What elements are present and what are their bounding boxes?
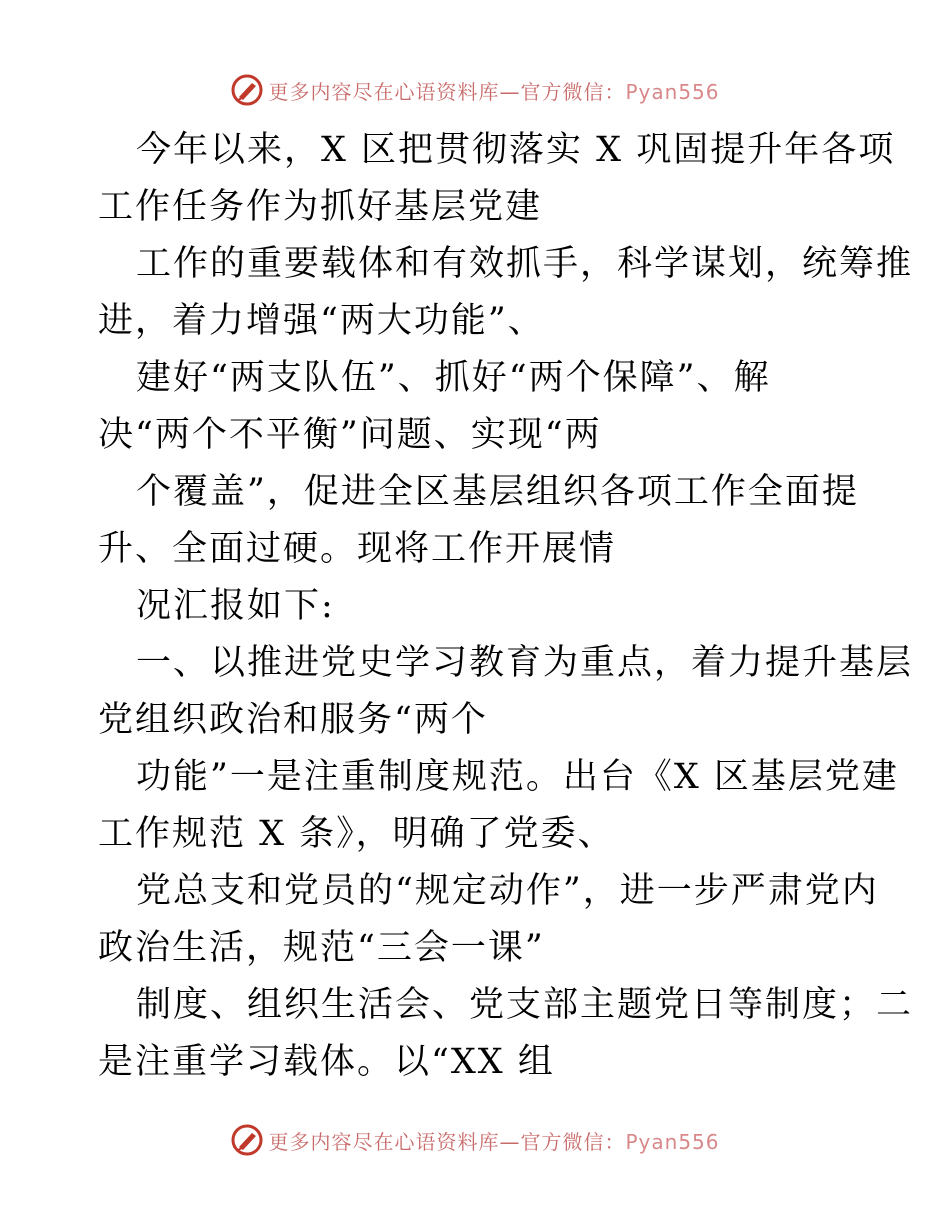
text-line: 建好“两支队伍”、抓好“两个保障”、解 [136, 358, 771, 398]
text-line: 工作任务作为抓好基层党建 [98, 187, 543, 227]
text-line: 是注重学习载体。以“XX 组 [98, 1042, 555, 1082]
text-line: 工作规范 X 条》，明确了党委、 [98, 814, 615, 854]
text-line: 党组织政治和服务“两个 [98, 700, 488, 740]
document-body [98, 122, 914, 1091]
text-line: 个覆盖”，促进全区基层组织各项工作全面提 [136, 472, 859, 512]
footer-watermark [0, 1122, 950, 1158]
logo-icon [230, 73, 264, 107]
text-line: 况汇报如下: [136, 586, 335, 626]
text-line: 升、全面过硬。现将工作开展情 [98, 529, 617, 569]
text-line: 党总支和党员的“规定动作”，进一步严肃党内 [136, 871, 879, 911]
logo-icon [230, 1123, 264, 1157]
text-line: 一、以推进党史学习教育为重点，着力提升基层 [136, 643, 914, 683]
watermark-text: 更多内容尽在心语资料库—官方微信：Pyan556 [268, 1129, 720, 1154]
text-line: 工作的重要载体和有效抓手，科学谋划，统筹推 [136, 244, 914, 284]
text-line: 政治生活，规范“三会一课” [98, 928, 545, 968]
header-watermark [0, 72, 950, 108]
watermark-id: Pyan556 [625, 1129, 720, 1154]
text-line: 今年以来，X 区把贯彻落实 X 巩固提升年各项 [136, 130, 896, 170]
watermark-id: Pyan556 [625, 79, 720, 104]
text-line: 制度、组织生活会、党支部主题党日等制度；二 [136, 985, 914, 1025]
text-line: 决“两个不平衡”问题、实现“两 [98, 415, 602, 455]
text-line: 功能”一是注重制度规范。出台《X 区基层党建 [136, 757, 899, 797]
text-line: 进，着力增强“两大功能”、 [98, 301, 545, 341]
watermark-text: 更多内容尽在心语资料库—官方微信：Pyan556 [268, 79, 720, 104]
